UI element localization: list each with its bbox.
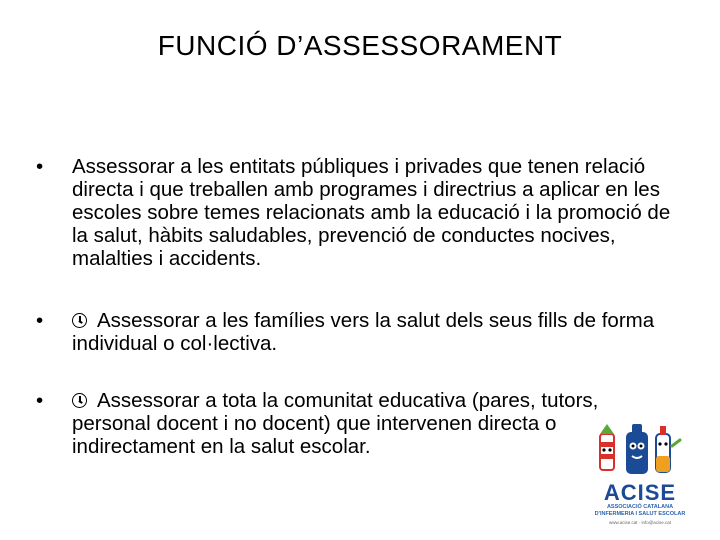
clock-icon	[72, 393, 87, 408]
logo-footer: www.acise.cat · info@acise.cat	[608, 520, 672, 525]
logo-mascots-icon	[592, 420, 688, 480]
bullet-text-wrap	[36, 309, 676, 355]
logo-name: ACISE	[603, 480, 677, 505]
bullet-marker: •	[36, 389, 44, 412]
bullet-text: Assessorar a les famílies vers la salut dels seus fills de forma individual o col·lectiva.	[72, 309, 655, 355]
bullet-marker: •	[36, 309, 44, 332]
bullet-2	[36, 309, 676, 355]
bullet-marker: •	[36, 155, 44, 178]
clock-icon	[72, 313, 87, 328]
acise-logo	[592, 420, 688, 530]
bullet-1	[36, 155, 676, 270]
logo-subtitle: ASSOCIACIÓ CATALANA D'INFERMERIA I SALUT ESCOLAR	[594, 504, 686, 517]
slide-title: FUNCIÓ D’ASSESSORAMENT	[157, 30, 563, 61]
bullet-text: Assessorar a les entitats públiques i privades que tenen relació directa i que treballen amb programes i directrius a aplicar en les escoles sobre temes relacionats amb la educació i la promoció de la salut, hàbits saludables, prevenció de conductes nocives, malalties i accidents.	[72, 155, 671, 270]
bullet-text: Assessorar a tota la comunitat educativa (pares, tutors, personal docent i no docent) que intervenen directa o indirectament en la salut escolar.	[72, 389, 599, 458]
bullet-text-wrap	[36, 389, 676, 458]
bullet-3	[36, 389, 676, 458]
